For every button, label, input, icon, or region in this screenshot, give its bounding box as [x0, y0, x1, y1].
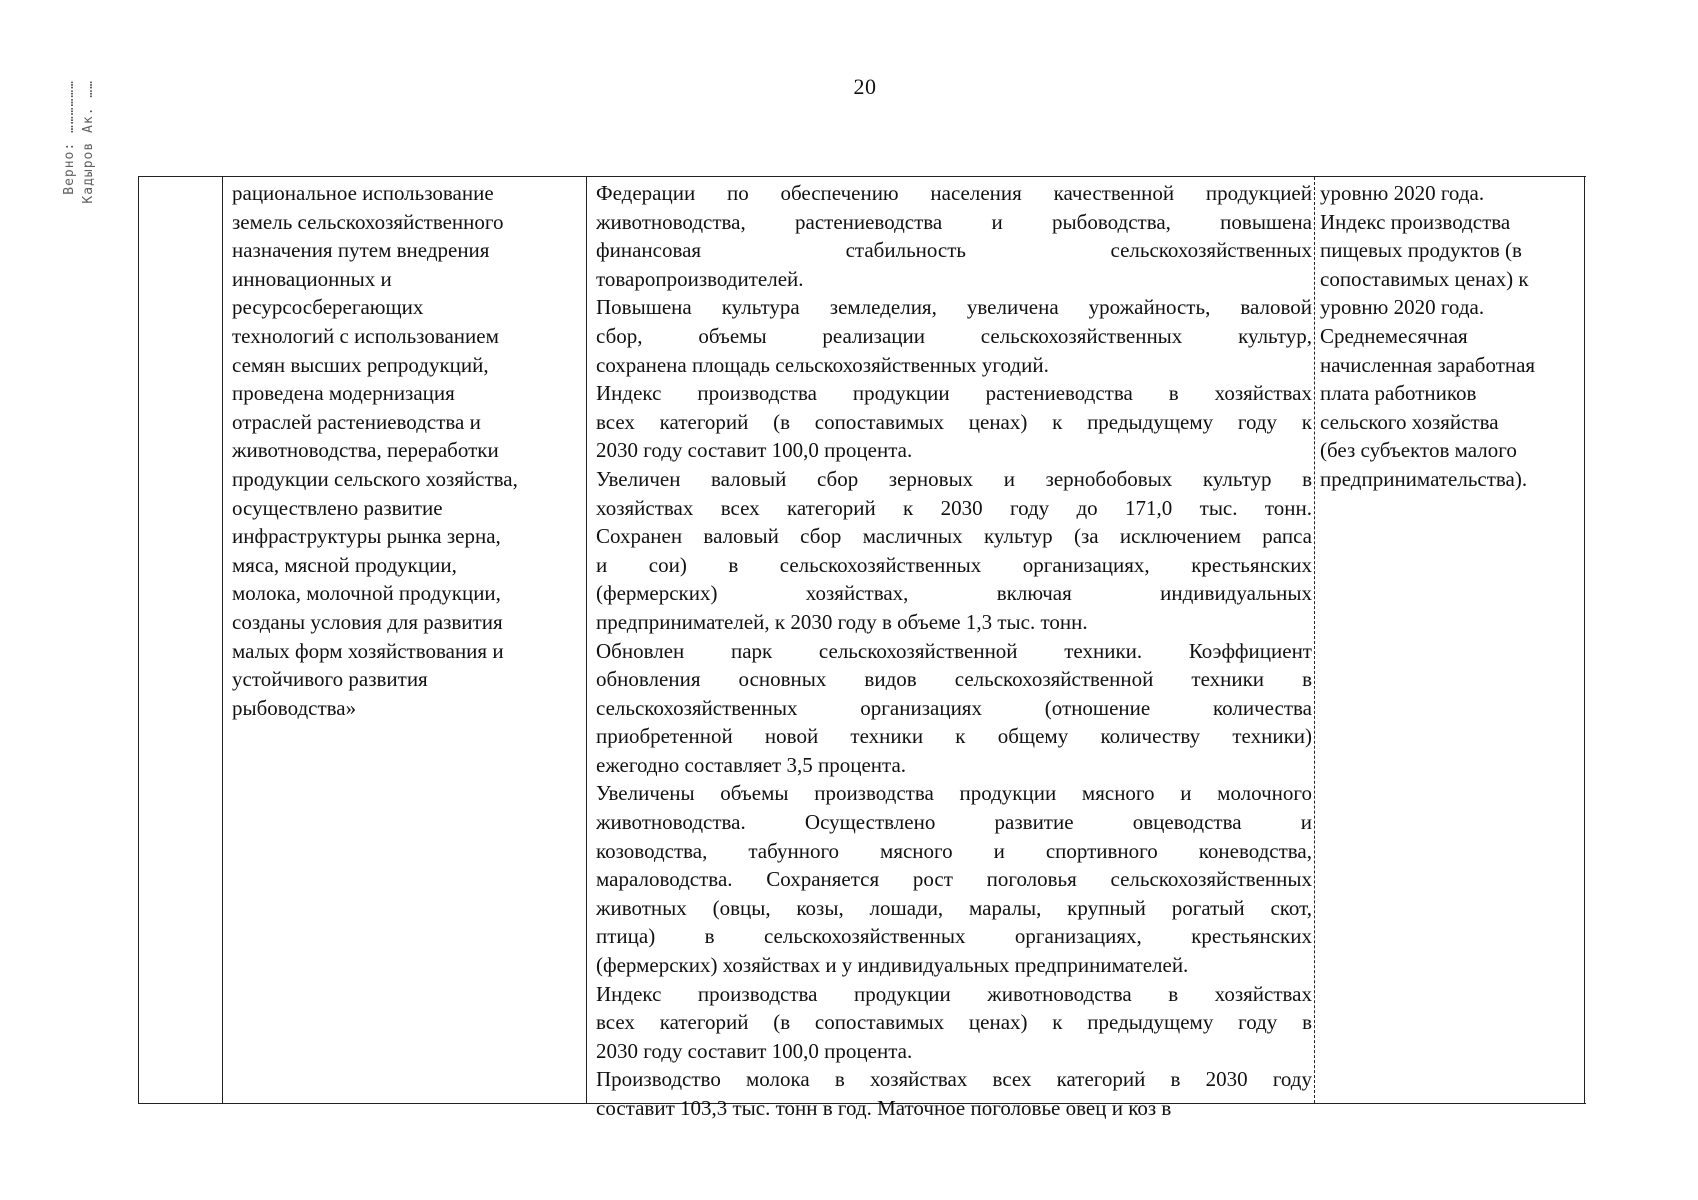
table-cell-results [232, 179, 572, 722]
text-line: составит 103,3 тыс. тонн в год. Маточное поголовье овец и коз в [596, 1096, 1172, 1120]
text-line: (фермерских) хозяйствах и у индивидуальных предпринимателей. [596, 953, 1189, 978]
stamp-line: Верно: ……………… [62, 80, 77, 195]
table-cell-expected-effects [596, 179, 1312, 1123]
text-line: технологий с использованием [232, 323, 499, 348]
text-line: Индекс производства [1320, 209, 1511, 234]
column-divider [222, 177, 223, 1103]
text-line: уровню 2020 года. [1320, 295, 1485, 320]
text-line: продукции сельского хозяйства, [232, 466, 518, 491]
text-line: финансовая стабильность сельскохозяйственных [596, 238, 1312, 263]
text-line: хозяйствах всех категорий к 2030 году до 171,0 тыс. тонн. [596, 495, 1312, 520]
text-line: Среднемесячная [1320, 323, 1468, 348]
text-line: семян высших репродукций, [232, 352, 489, 377]
text-line: осуществлено развитие [232, 495, 443, 520]
text-line: назначения путем внедрения [232, 238, 490, 263]
text-line: предпринимательства). [1320, 466, 1528, 491]
column-divider [1314, 177, 1315, 1103]
text-line: сохранена площадь сельскохозяйственных угодий. [596, 352, 1049, 377]
text-line: инновационных и [232, 266, 392, 291]
text-line: начисленная заработная [1320, 352, 1536, 377]
table-border-left [138, 177, 139, 1103]
text-line: созданы условия для развития [232, 609, 503, 634]
text-line: уровню 2020 года. [1320, 181, 1485, 205]
stamp-line: Кадыров Ак. …… [81, 80, 96, 204]
text-line: Индекс производства продукции растениеводства в хозяйствах [596, 381, 1312, 406]
column-divider [586, 177, 587, 1103]
text-line: Производство молока в хозяйствах всех категорий в 2030 году [596, 1067, 1312, 1092]
text-line: сельскохозяйственных организациях (отношение количества [596, 695, 1312, 720]
text-line: рыбоводства» [232, 695, 357, 720]
text-line: сопоставимых ценах) к [1320, 266, 1529, 291]
side-stamp [62, 80, 122, 290]
table-cell-indicators [1320, 179, 1582, 494]
text-line: обновления основных видов сельскохозяйственной техники в [596, 667, 1312, 692]
text-line: пищевых продуктов (в [1320, 238, 1522, 263]
text-line: Индекс производства продукции животноводства в хозяйствах [596, 981, 1312, 1006]
text-line: предпринимателей, к 2030 году в объеме 1,3 тыс. тонн. [596, 609, 1088, 634]
text-line: устойчивого развития [232, 667, 428, 692]
text-line: инфраструктуры рынка зерна, [232, 524, 501, 549]
text-line: ежегодно составляет 3,5 процента. [596, 752, 907, 777]
text-line: рациональное использование [232, 181, 494, 205]
text-line: всех категорий (в сопоставимых ценах) к предыдущему году в [596, 1010, 1312, 1035]
text-line: животноводства, растениеводства и рыбоводства, повышена [596, 209, 1312, 234]
text-line: сбор, объемы реализации сельскохозяйственных культур, [596, 323, 1312, 348]
text-line: животных (овцы, козы, лошади, маралы, крупный рогатый скот, [596, 895, 1312, 920]
text-line: 2030 году составит 100,0 процента. [596, 438, 913, 463]
text-line: Сохранен валовый сбор масличных культур (за исключением рапса [596, 524, 1312, 549]
text-line: малых форм хозяйствования и [232, 638, 504, 663]
text-line: птица) в сельскохозяйственных организациях, крестьянских [596, 924, 1312, 949]
text-line: приобретенной новой техники к общему количеству техники) [596, 724, 1312, 749]
text-line: плата работников [1320, 381, 1477, 406]
text-line: 2030 году составит 100,0 процента. [596, 1038, 913, 1063]
text-line: животноводства. Осуществлено развитие овцеводства и [596, 810, 1312, 835]
document-table [138, 176, 1586, 1120]
text-line: проведена модернизация [232, 381, 455, 406]
text-line: сельского хозяйства [1320, 409, 1499, 434]
text-line: Повышена культура земледелия, увеличена урожайность, валовой [596, 295, 1312, 320]
text-line: (фермерских) хозяйствах, включая индивидуальных [596, 581, 1312, 606]
table-border-right [1584, 177, 1585, 1103]
text-line: Увеличены объемы производства продукции мясного и молочного [596, 781, 1312, 806]
text-line: всех категорий (в сопоставимых ценах) к предыдущему году к [596, 409, 1312, 434]
text-line: мараловодства. Сохраняется рост поголовья сельскохозяйственных [596, 867, 1312, 892]
text-line: Обновлен парк сельскохозяйственной техники. Коэффициент [596, 638, 1312, 663]
text-line: Федерации по обеспечению населения качественной продукцией [596, 181, 1312, 205]
text-line: козоводства, табунного мясного и спортивного коневодства, [596, 838, 1312, 863]
text-line: и сои) в сельскохозяйственных организациях, крестьянских [596, 552, 1312, 577]
text-line: мяса, мясной продукции, [232, 552, 457, 577]
text-line: Увеличен валовый сбор зерновых и зернобобовых культур в [596, 466, 1312, 491]
text-line: отраслей растениеводства и [232, 409, 481, 434]
page-number: 20 [853, 74, 877, 99]
text-line: товаропроизводителей. [596, 266, 804, 291]
text-line: молока, молочной продукции, [232, 581, 501, 606]
text-line: ресурсосберегающих [232, 295, 424, 320]
text-line: животноводства, переработки [232, 438, 499, 463]
text-line: (без субъектов малого [1320, 438, 1517, 463]
text-line: земель сельскохозяйственного [232, 209, 504, 234]
